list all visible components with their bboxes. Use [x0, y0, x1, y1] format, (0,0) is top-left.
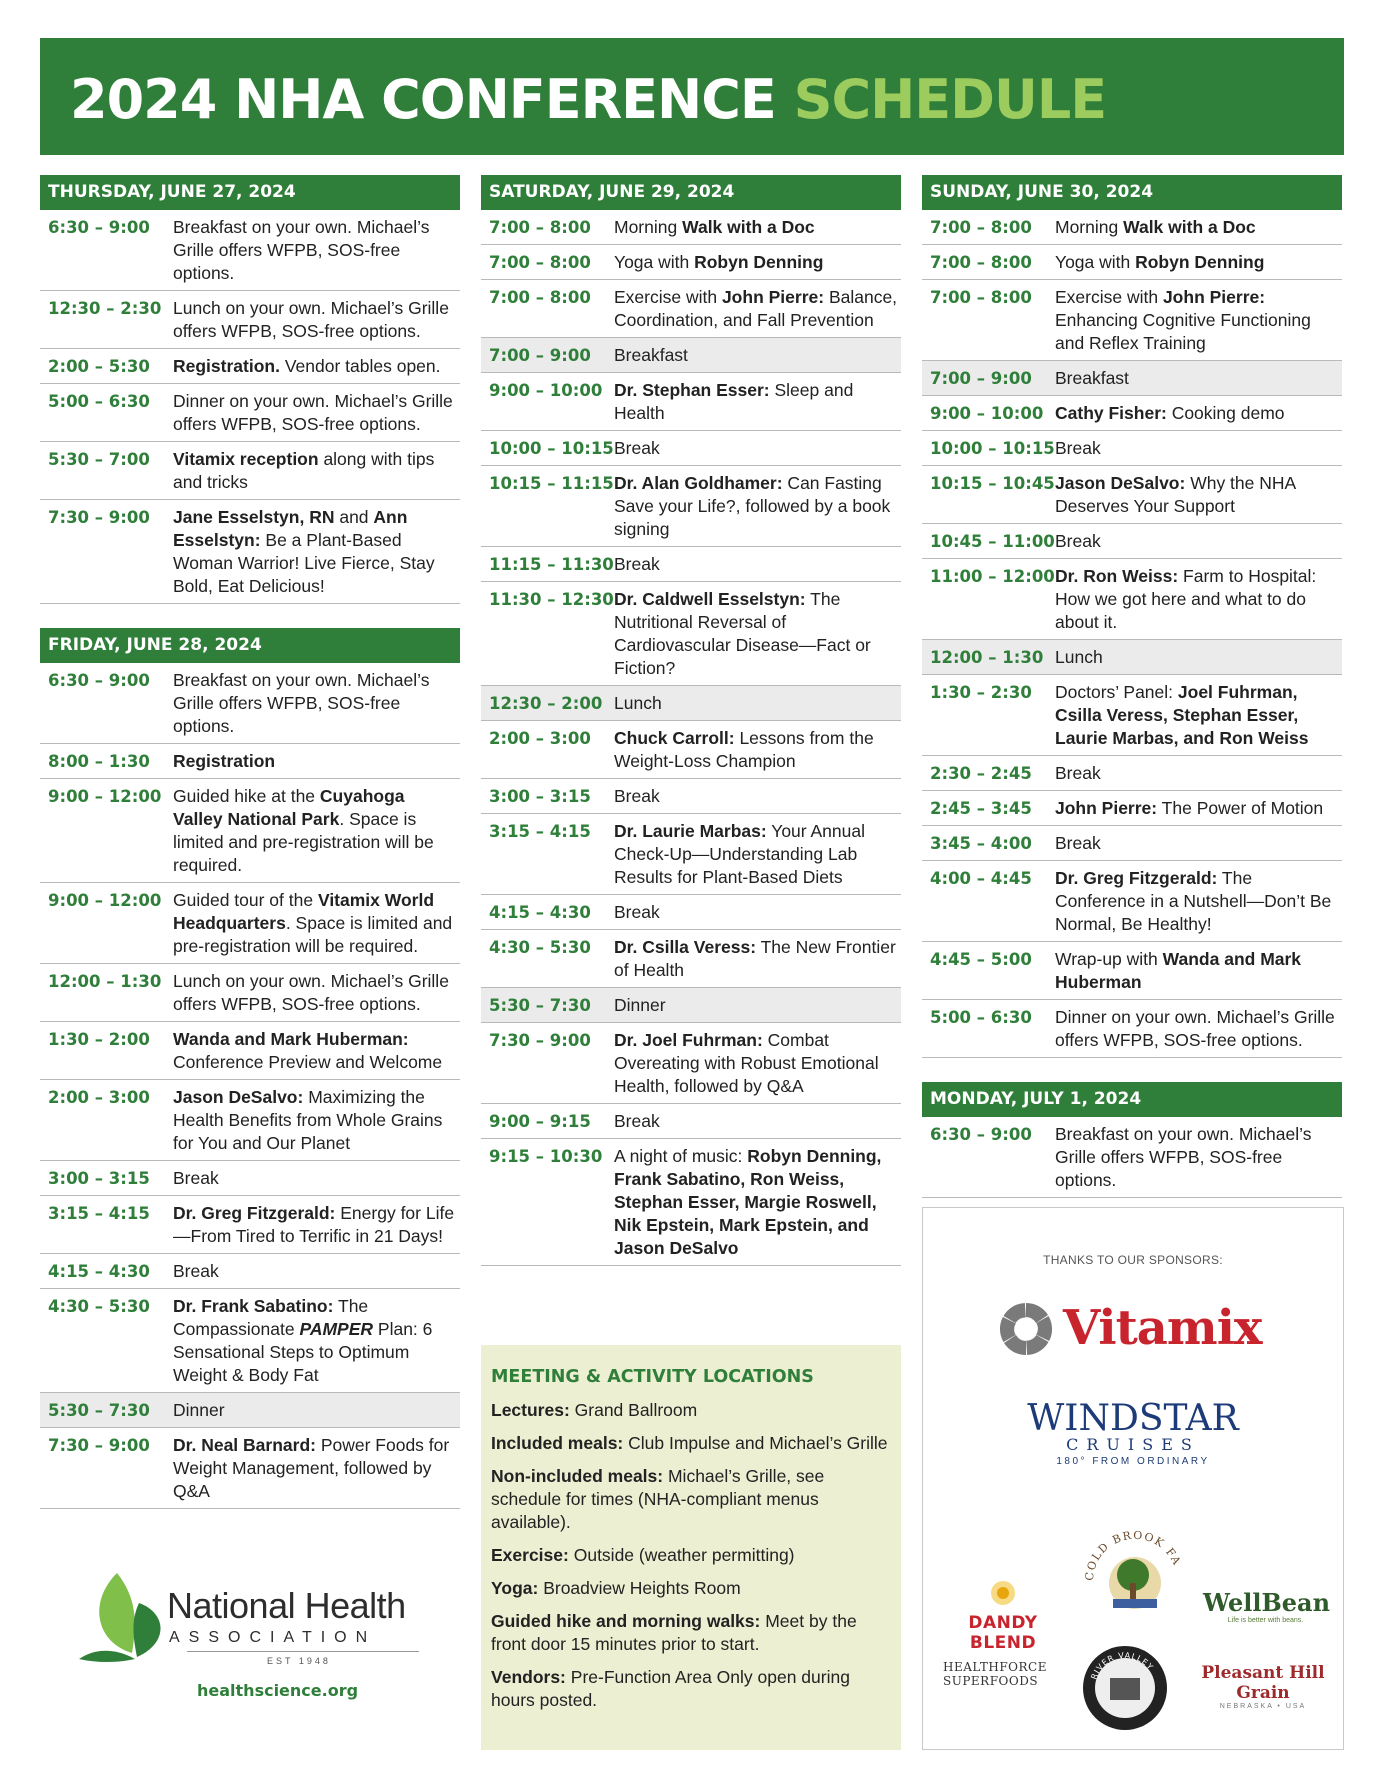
session-time: 7:30 – 9:00: [48, 508, 150, 527]
page-title: [70, 68, 1106, 131]
session-description: Vitamix reception along with tips and tricks: [173, 449, 435, 492]
session-description: Dr. Joel Fuhrman: Combat Overeating with Robust Emotional Health, followed by Q&A: [614, 1030, 879, 1096]
schedule-row: [481, 338, 901, 373]
session-description: Dr. Laurie Marbas: Your Annual Check-Up—Understanding Lab Results for Plant-Based Diets: [614, 821, 865, 887]
session-time: 3:45 – 4:00: [930, 834, 1032, 853]
session-time: 7:00 – 8:00: [930, 288, 1032, 307]
session-description: Break: [1055, 531, 1101, 551]
session-description: Dr. Caldwell Esselstyn: The Nutritional Reversal of Cardiovascular Disease—Fact or Fiction?: [614, 589, 871, 678]
session-time: 9:00 – 12:00: [48, 787, 162, 806]
schedule-row: [481, 1104, 901, 1139]
session-description: Guided hike at the Cuyahoga Valley National Park. Space is limited and pre-registration will be required.: [173, 786, 434, 875]
healthforce-logo: [943, 1660, 1068, 1688]
schedule-row: [481, 547, 901, 582]
session-time: 2:00 – 3:00: [48, 1088, 150, 1107]
session-description: Break: [614, 438, 660, 458]
wellbean-logo: [1203, 1588, 1331, 1624]
windstar-tagline: 180° FROM ORDINARY: [1056, 1456, 1210, 1467]
location-label: Yoga:: [491, 1578, 539, 1598]
session-description: Dr. Stephan Esser: Sleep and Health: [614, 380, 854, 423]
schedule-row: [922, 210, 1342, 245]
location-item: [491, 1610, 891, 1656]
location-item: [491, 1544, 891, 1567]
schedule-row: [40, 1428, 460, 1509]
session-time: 7:30 – 9:00: [489, 1031, 591, 1050]
schedule-row: [481, 1139, 901, 1266]
session-time: 3:00 – 3:15: [48, 1169, 150, 1188]
session-description: Breakfast on your own. Michael’s Grille offers WFPB, SOS-free options.: [173, 670, 430, 736]
schedule-row: [922, 942, 1342, 1000]
schedule-row: [922, 559, 1342, 640]
session-description: Breakfast on your own. Michael’s Grille offers WFPB, SOS-free options.: [1055, 1124, 1312, 1190]
schedule-row: [40, 442, 460, 500]
session-description: Dr. Csilla Veress: The New Frontier of Health: [614, 937, 896, 980]
pleasant-hill-grain-logo: [1188, 1663, 1338, 1710]
session-time: 10:15 – 11:15: [489, 474, 614, 493]
schedule-row: [40, 1289, 460, 1393]
location-label: Included meals:: [491, 1433, 624, 1453]
schedule-row: [40, 210, 460, 291]
session-time: 1:30 – 2:00: [48, 1030, 150, 1049]
session-description: Lunch: [614, 693, 662, 713]
session-time: 4:30 – 5:30: [489, 938, 591, 957]
schedule-sunday: [922, 210, 1342, 1058]
session-time: 10:45 – 11:00: [930, 532, 1055, 551]
session-description: Morning Walk with a Doc: [1055, 217, 1256, 237]
locations-box: [481, 1345, 901, 1750]
schedule-row: [481, 466, 901, 547]
schedule-row: [481, 373, 901, 431]
dandy-blend-name: DANDY BLEND: [968, 1613, 1038, 1653]
schedule-row: [481, 814, 901, 895]
session-time: 5:30 – 7:30: [489, 996, 591, 1015]
session-time: 3:15 – 4:15: [48, 1204, 150, 1223]
leaf-icon: [77, 1563, 177, 1673]
schedule-row: [922, 431, 1342, 466]
session-description: Break: [173, 1261, 219, 1281]
schedule-row: [922, 861, 1342, 942]
schedule-row: [481, 210, 901, 245]
dandy-blend-logo: [943, 1578, 1063, 1653]
nha-association: ASSOCIATION: [169, 1629, 377, 1646]
session-time: 7:00 – 8:00: [489, 218, 591, 237]
schedule-row: [481, 1023, 901, 1104]
locations-list: [491, 1399, 891, 1712]
session-description: Breakfast: [614, 345, 688, 365]
session-time: 2:00 – 5:30: [48, 357, 150, 376]
schedule-row: [40, 291, 460, 349]
schedule-monday: [922, 1117, 1342, 1198]
location-item: [491, 1465, 891, 1534]
session-time: 7:00 – 9:00: [930, 369, 1032, 388]
session-description: Break: [1055, 763, 1101, 783]
column-middle: [481, 175, 901, 1266]
day-header-thursday: THURSDAY, JUNE 27, 2024: [40, 175, 460, 210]
session-time: 9:00 – 9:15: [489, 1112, 591, 1131]
river-valley-logo: [1080, 1643, 1170, 1733]
title-main: 2024 NHA CONFERENCE: [70, 68, 776, 131]
svg-text:RIVER VALLEY: RIVER VALLEY: [1089, 1650, 1156, 1681]
day-header-sunday: SUNDAY, JUNE 30, 2024: [922, 175, 1342, 210]
schedule-row: [922, 524, 1342, 559]
schedule-row: [922, 791, 1342, 826]
session-time: 11:15 – 11:30: [489, 555, 614, 574]
schedule-row: [481, 988, 901, 1023]
location-label: Non-included meals:: [491, 1466, 664, 1486]
schedule-row: [481, 431, 901, 466]
session-description: Dr. Frank Sabatino: The Compassionate PAMPER Plan: 6 Sensational Steps to Optimum Weight & Body Fat: [173, 1296, 433, 1385]
schedule-row: [40, 384, 460, 442]
session-description: Doctors’ Panel: Joel Fuhrman, Csilla Veress, Stephan Esser, Laurie Marbas, and Ron Weiss: [1055, 682, 1309, 748]
session-time: 4:30 – 5:30: [48, 1297, 150, 1316]
schedule-row: [922, 1117, 1342, 1198]
schedule-row: [40, 964, 460, 1022]
sponsors-box: [922, 1207, 1344, 1750]
session-time: 10:15 – 10:45: [930, 474, 1055, 493]
session-description: Break: [614, 786, 660, 806]
session-description: Dinner on your own. Michael’s Grille offers WFPB, SOS-free options.: [173, 391, 453, 434]
location-item: [491, 1577, 891, 1600]
location-text: Outside (weather permitting): [573, 1545, 795, 1565]
session-time: 12:00 – 1:30: [930, 648, 1044, 667]
schedule-row: [922, 466, 1342, 524]
schedule-row: [922, 640, 1342, 675]
session-description: Break: [1055, 833, 1101, 853]
schedule-row: [40, 1393, 460, 1428]
session-time: 12:00 – 1:30: [48, 972, 162, 991]
location-text: Meet by the front door 15 minutes prior to start.: [491, 1611, 857, 1654]
wellbean-name: WellBean: [1203, 1588, 1331, 1617]
session-time: 8:00 – 1:30: [48, 752, 150, 771]
session-time: 10:00 – 10:15: [930, 439, 1055, 458]
nha-name: National Health: [167, 1585, 406, 1626]
session-time: 3:15 – 4:15: [489, 822, 591, 841]
session-time: 9:00 – 12:00: [48, 891, 162, 910]
location-text: Club Impulse and Michael’s Grille: [628, 1433, 888, 1453]
session-description: Breakfast on your own. Michael’s Grille offers WFPB, SOS-free options.: [173, 217, 430, 283]
title-banner: [40, 38, 1344, 155]
schedule-row: [40, 883, 460, 964]
session-description: Dinner on your own. Michael’s Grille offers WFPB, SOS-free options.: [1055, 1007, 1335, 1050]
session-time: 12:30 – 2:30: [48, 299, 162, 318]
session-description: Wanda and Mark Huberman: Conference Preview and Welcome: [173, 1029, 443, 1072]
location-label: Exercise:: [491, 1545, 569, 1565]
session-time: 7:00 – 8:00: [489, 253, 591, 272]
session-description: Dr. Neal Barnard: Power Foods for Weight Management, followed by Q&A: [173, 1435, 450, 1501]
windstar-logo: [983, 1398, 1283, 1467]
location-text: Grand Ballroom: [574, 1400, 698, 1420]
schedule-row: [40, 500, 460, 604]
session-description: Guided tour of the Vitamix World Headquarters. Space is limited and pre-registration will be required.: [173, 890, 453, 956]
session-description: Dr. Greg Fitzgerald: Energy for Life—From Tired to Terrific in 21 Days!: [173, 1203, 455, 1246]
location-label: Guided hike and morning walks:: [491, 1611, 761, 1631]
session-description: Dr. Greg Fitzgerald: The Conference in a Nutshell—Don’t Be Normal, Be Healthy!: [1055, 868, 1332, 934]
session-description: Registration. Vendor tables open.: [173, 356, 441, 376]
session-description: John Pierre: The Power of Motion: [1055, 798, 1324, 818]
session-time: 5:00 – 6:30: [48, 392, 150, 411]
column-left: [40, 175, 460, 1509]
session-description: Breakfast: [1055, 368, 1129, 388]
vitamix-logo: [995, 1298, 1275, 1368]
session-description: Wrap-up with Wanda and Mark Huberman: [1055, 949, 1302, 992]
session-description: Break: [173, 1168, 219, 1188]
session-description: Dr. Alan Goldhamer: Can Fasting Save your Life?, followed by a book signing: [614, 473, 891, 539]
schedule-row: [481, 895, 901, 930]
session-time: 5:30 – 7:30: [48, 1401, 150, 1420]
schedule-row: [481, 245, 901, 280]
session-time: 1:30 – 2:30: [930, 683, 1032, 702]
vitamix-aperture-icon: [995, 1298, 1057, 1360]
session-time: 3:00 – 3:15: [489, 787, 591, 806]
river-valley-badge-icon: [1080, 1643, 1170, 1733]
session-description: A night of music: Robyn Denning, Frank Sabatino, Ron Weiss, Stephan Esser, Margie Roswell, Nik Epstein, Mark Epstein, and Jason DeSalvo: [614, 1146, 882, 1258]
session-time: 6:30 – 9:00: [48, 671, 150, 690]
session-description: Exercise with John Pierre: Enhancing Cognitive Functioning and Reflex Training: [1055, 287, 1311, 353]
schedule-row: [922, 396, 1342, 431]
session-time: 6:30 – 9:00: [930, 1125, 1032, 1144]
schedule-row: [40, 349, 460, 384]
wellbean-tagline: Life is better with beans.: [1227, 1617, 1304, 1624]
schedule-row: [481, 686, 901, 721]
session-time: 2:00 – 3:00: [489, 729, 591, 748]
cold-brook-farm-badge-icon: [1073, 1513, 1193, 1633]
session-time: 7:00 – 9:00: [489, 346, 591, 365]
schedule-row: [922, 280, 1342, 361]
session-time: 4:15 – 4:30: [489, 903, 591, 922]
location-label: Lectures:: [491, 1400, 570, 1420]
session-description: Jane Esselstyn, RN and Ann Esselstyn: Be a Plant-Based Woman Warrior! Live Fierce, Stay Bold, Eat Delicious!: [173, 507, 435, 596]
locations-title: MEETING & ACTIVITY LOCATIONS: [491, 1367, 814, 1387]
schedule-row: [40, 1254, 460, 1289]
nha-divider: [187, 1651, 419, 1652]
schedule-row: [40, 1022, 460, 1080]
schedule-row: [481, 779, 901, 814]
windstar-sub: CRUISES: [1066, 1435, 1200, 1454]
schedule-row: [922, 756, 1342, 791]
schedule-thursday: [40, 210, 460, 604]
svg-text:COLD BROOK FARM: COLD BROOK FA: [1082, 1528, 1184, 1582]
day-header-friday: FRIDAY, JUNE 28, 2024: [40, 628, 460, 663]
session-description: Yoga with Robyn Denning: [1055, 252, 1265, 272]
day-header-monday: MONDAY, JULY 1, 2024: [922, 1082, 1342, 1117]
schedule-row: [40, 663, 460, 744]
location-item: [491, 1666, 891, 1712]
healthforce-line2: SUPERFOODS: [943, 1674, 1039, 1688]
session-description: Dr. Ron Weiss: Farm to Hospital: How we got here and what to do about it.: [1055, 566, 1317, 632]
session-time: 9:15 – 10:30: [489, 1147, 603, 1166]
schedule-friday: [40, 663, 460, 1509]
schedule-saturday: [481, 210, 901, 1266]
session-time: 12:30 – 2:00: [489, 694, 603, 713]
healthforce-line1: HEALTHFORCE: [943, 1660, 1047, 1674]
location-text: Michael’s Grille, see schedule for times (NHA-compliant menus available).: [491, 1466, 825, 1532]
schedule-row: [481, 280, 901, 338]
session-time: 4:00 – 4:45: [930, 869, 1032, 888]
schedule-row: [922, 826, 1342, 861]
session-description: Break: [1055, 438, 1101, 458]
session-description: Lunch: [1055, 647, 1103, 667]
schedule-row: [922, 245, 1342, 280]
session-time: 7:00 – 8:00: [930, 218, 1032, 237]
schedule-row: [40, 1196, 460, 1254]
session-description: Jason DeSalvo: Why the NHA Deserves Your Support: [1055, 473, 1296, 516]
schedule-row: [481, 930, 901, 988]
nha-logo: [77, 1563, 437, 1713]
session-description: Jason DeSalvo: Maximizing the Health Benefits from Whole Grains for You and Our Planet: [173, 1087, 443, 1153]
schedule-row: [40, 744, 460, 779]
pleasant-hill-name: Pleasant Hill Grain: [1201, 1663, 1325, 1703]
session-time: 2:30 – 2:45: [930, 764, 1032, 783]
session-time: 5:30 – 7:00: [48, 450, 150, 469]
session-description: Dinner: [173, 1400, 225, 1420]
session-description: Registration: [173, 751, 276, 771]
schedule-row: [481, 582, 901, 686]
schedule-row: [922, 1000, 1342, 1058]
schedule-row: [40, 779, 460, 883]
session-time: 7:00 – 8:00: [930, 253, 1032, 272]
schedule-row: [481, 721, 901, 779]
nha-website-link[interactable]: healthscience.org: [197, 1681, 359, 1700]
session-time: 4:15 – 4:30: [48, 1262, 150, 1281]
session-time: 11:30 – 12:30: [489, 590, 614, 609]
session-description: Cathy Fisher: Cooking demo: [1055, 403, 1285, 423]
windstar-name: WINDSTAR: [1027, 1398, 1239, 1439]
cold-brook-farm-logo: [1073, 1513, 1193, 1633]
schedule-row: [40, 1080, 460, 1161]
nha-established: EST 1948: [267, 1656, 331, 1666]
dandelion-icon: [988, 1578, 1018, 1608]
location-label: Vendors:: [491, 1667, 566, 1687]
session-description: Exercise with John Pierre: Balance, Coordination, and Fall Prevention: [614, 287, 898, 330]
session-description: Lunch on your own. Michael’s Grille offers WFPB, SOS-free options.: [173, 298, 449, 341]
schedule-row: [922, 361, 1342, 396]
session-time: 7:00 – 8:00: [489, 288, 591, 307]
session-description: Break: [614, 902, 660, 922]
session-time: 9:00 – 10:00: [489, 381, 603, 400]
sponsors-heading: THANKS TO OUR SPONSORS:: [1043, 1253, 1223, 1267]
session-time: 9:00 – 10:00: [930, 404, 1044, 423]
location-text: Pre-Function Area Only open during hours posted.: [491, 1667, 850, 1710]
location-item: [491, 1399, 891, 1422]
schedule-row: [922, 675, 1342, 756]
location-item: [491, 1432, 891, 1455]
session-time: 11:00 – 12:00: [930, 567, 1055, 586]
session-description: Dinner: [614, 995, 666, 1015]
session-time: 6:30 – 9:00: [48, 218, 150, 237]
session-time: 4:45 – 5:00: [930, 950, 1032, 969]
column-right: [922, 175, 1342, 1198]
session-description: Chuck Carroll: Lessons from the Weight-Loss Champion: [614, 728, 874, 771]
vitamix-wordmark: Vitamix: [1063, 1300, 1262, 1356]
session-description: Break: [614, 1111, 660, 1131]
session-time: 2:45 – 3:45: [930, 799, 1032, 818]
session-time: 10:00 – 10:15: [489, 439, 614, 458]
session-description: Morning Walk with a Doc: [614, 217, 815, 237]
location-text: Broadview Heights Room: [543, 1578, 741, 1598]
day-header-saturday: SATURDAY, JUNE 29, 2024: [481, 175, 901, 210]
session-description: Yoga with Robyn Denning: [614, 252, 824, 272]
title-highlight: SCHEDULE: [793, 68, 1107, 131]
schedule-row: [40, 1161, 460, 1196]
pleasant-hill-sub: NEBRASKA • USA: [1219, 1703, 1307, 1710]
session-description: Break: [614, 554, 660, 574]
session-time: 5:00 – 6:30: [930, 1008, 1032, 1027]
session-time: 7:30 – 9:00: [48, 1436, 150, 1455]
session-description: Lunch on your own. Michael’s Grille offers WFPB, SOS-free options.: [173, 971, 449, 1014]
